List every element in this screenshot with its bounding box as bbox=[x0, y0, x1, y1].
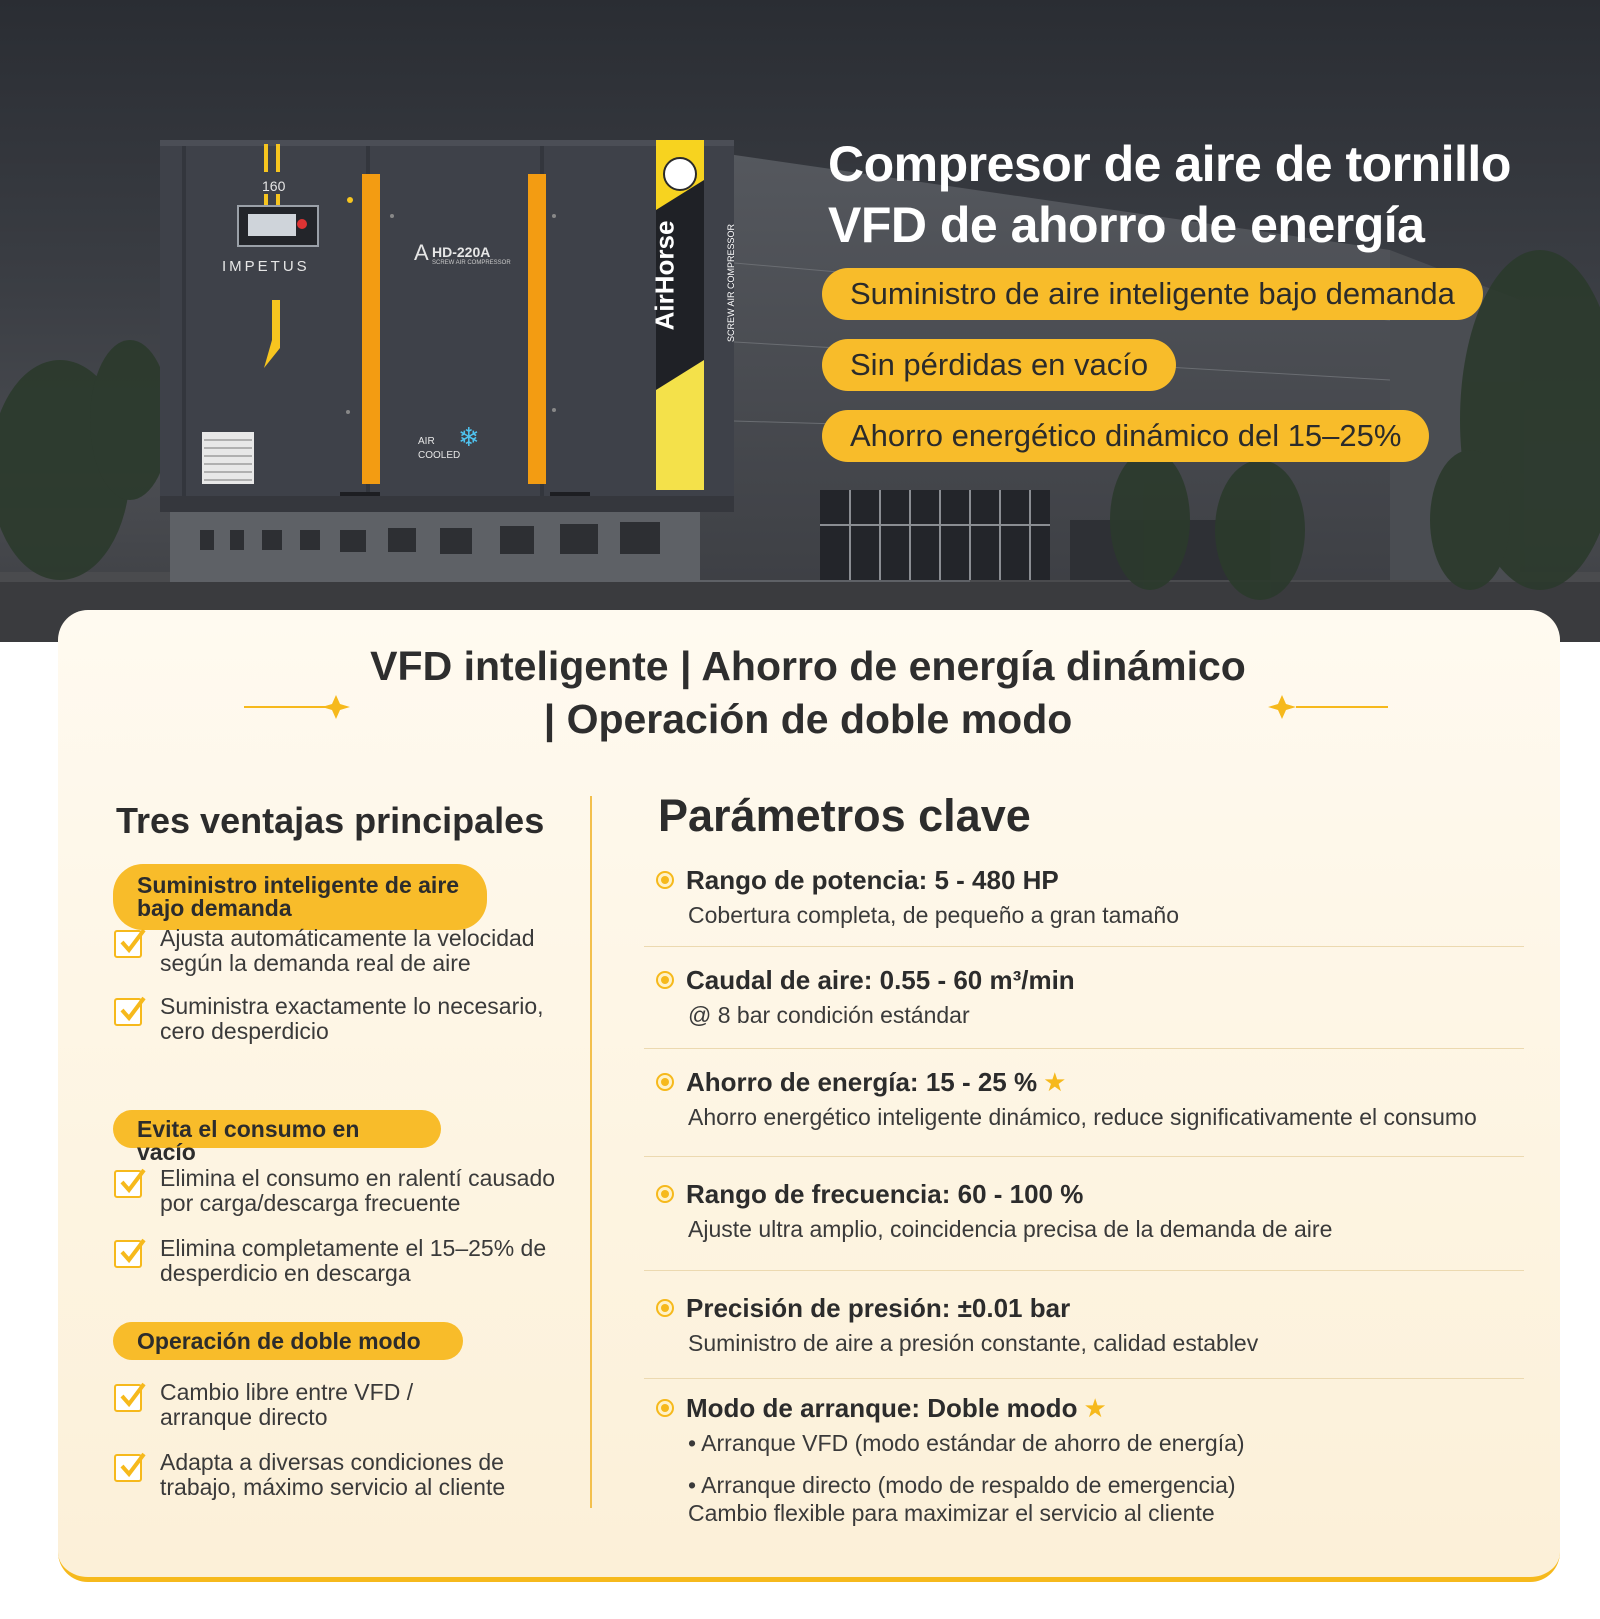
param-energy-saving bbox=[656, 1066, 1526, 1136]
checkbox-icon bbox=[114, 930, 142, 958]
machine-model-prefix: A bbox=[414, 240, 429, 265]
advantage-item bbox=[114, 1450, 574, 1506]
param-air-flow bbox=[656, 964, 1526, 1034]
param-desc: Cobertura completa, de pequeño a gran tamaño bbox=[688, 902, 1179, 928]
hero-pill-no-idle-loss: Sin pérdidas en vacío bbox=[822, 339, 1176, 391]
param-title-text: Ahorro de energía: 15 - 25 % bbox=[686, 1067, 1038, 1097]
advantages-title: Tres ventajas principales bbox=[116, 800, 545, 841]
bullet-icon bbox=[656, 1185, 674, 1203]
hero-pill-energy-saving: Ahorro energético dinámico del 15–25% bbox=[822, 410, 1429, 462]
machine-model-subtitle: SCREW AIR COMPRESSOR bbox=[432, 260, 511, 266]
param-title bbox=[686, 1066, 1066, 1098]
advantage-item-text: Cambio libre entre VFD / arranque directo bbox=[160, 1379, 414, 1430]
snowflake-icon: ❄ bbox=[458, 422, 480, 452]
checkbox-icon bbox=[114, 1240, 142, 1268]
param-divider bbox=[644, 1156, 1524, 1157]
bullet-icon bbox=[656, 1399, 674, 1417]
advantage-item bbox=[114, 1236, 574, 1292]
param-power-range bbox=[656, 864, 1526, 934]
param-desc-line2: • Arranque directo (modo de respaldo de emergencia) bbox=[688, 1472, 1236, 1498]
hero-title-line1: Compresor de aire de tornillo bbox=[828, 136, 1511, 192]
advantage-tag-no-idle: Evita el consumo en vacío bbox=[113, 1110, 441, 1148]
advantage-item-text: Elimina el consumo en ralentí causado por carga/descarga frecuente bbox=[160, 1165, 556, 1216]
hero-banner bbox=[0, 0, 1600, 642]
advantage-item bbox=[114, 1380, 574, 1436]
param-desc: Suministro de aire a presión constante, calidad establev bbox=[688, 1330, 1259, 1356]
info-card bbox=[58, 610, 1560, 1582]
advantage-item-text: Ajusta automáticamente la velocidad según la demanda real de aire bbox=[160, 925, 535, 976]
column-divider bbox=[590, 796, 592, 1508]
param-desc-line1: • Arranque VFD (modo estándar de ahorro de energía) bbox=[688, 1430, 1245, 1456]
param-pressure-precision bbox=[656, 1292, 1526, 1362]
param-divider bbox=[644, 946, 1524, 947]
machine-brand-impetus: IMPETUS bbox=[222, 258, 310, 275]
checkbox-icon bbox=[114, 1384, 142, 1412]
checkbox-icon bbox=[114, 1170, 142, 1198]
checkbox-icon bbox=[114, 998, 142, 1026]
hero-title-line2: VFD de ahorro de energía bbox=[828, 197, 1425, 253]
param-title: Precisión de presión: ±0.01 bar bbox=[686, 1293, 1071, 1323]
headline-line2: | Operación de doble modo bbox=[543, 696, 1073, 742]
param-desc: @ 8 bar condición estándar bbox=[688, 1002, 970, 1028]
param-divider bbox=[644, 1270, 1524, 1271]
bullet-icon bbox=[656, 1073, 674, 1091]
advantage-item bbox=[114, 994, 574, 1050]
machine-side-subtitle: SCREW AIR COMPRESSOR bbox=[726, 223, 736, 342]
star-icon: ★ bbox=[1043, 1067, 1067, 1097]
machine-cooling-line1: AIR bbox=[418, 436, 435, 447]
params-title: Parámetros clave bbox=[658, 790, 1031, 841]
advantage-item-text: Elimina completamente el 15–25% de desperdicio en descarga bbox=[160, 1235, 547, 1286]
headline-line1: VFD inteligente | Ahorro de energía dinámico bbox=[370, 643, 1246, 689]
bullet-icon bbox=[656, 971, 674, 989]
advantage-item-text: Adapta a diversas condiciones de trabajo, máximo servicio al cliente bbox=[160, 1449, 506, 1500]
param-frequency-range bbox=[656, 1178, 1526, 1248]
param-start-mode bbox=[656, 1392, 1526, 1542]
machine-model: HD-220A bbox=[432, 244, 491, 260]
machine-side-brand: AirHorse bbox=[649, 220, 680, 331]
param-divider bbox=[644, 1378, 1524, 1379]
param-desc-line3: Cambio flexible para maximizar el servicio al cliente bbox=[688, 1500, 1215, 1526]
param-divider bbox=[644, 1048, 1524, 1049]
star-icon: ★ bbox=[1083, 1393, 1107, 1423]
param-desc: Ahorro energético inteligente dinámico, reduce significativamente el consumo bbox=[688, 1104, 1477, 1130]
machine-cooling-line2: COOLED bbox=[418, 450, 461, 461]
advantage-tag-dual-mode: Operación de doble modo bbox=[113, 1322, 463, 1360]
param-title-text: Modo de arranque: Doble modo bbox=[686, 1393, 1078, 1423]
advantage-tag-on-demand: Suministro inteligente de aire bajo demanda bbox=[113, 864, 487, 930]
param-desc: Ajuste ultra amplio, coincidencia precisa de la demanda de aire bbox=[688, 1216, 1333, 1242]
machine-number: 160 bbox=[262, 178, 286, 194]
bullet-icon bbox=[656, 1299, 674, 1317]
bullet-icon bbox=[656, 871, 674, 889]
param-title: Rango de frecuencia: 60 - 100 % bbox=[686, 1179, 1084, 1209]
hero-pill-on-demand: Suministro de aire inteligente bajo demanda bbox=[822, 268, 1483, 320]
param-title bbox=[686, 1392, 1107, 1424]
checkbox-icon bbox=[114, 1454, 142, 1482]
hero-title bbox=[828, 134, 1588, 256]
section-headline bbox=[258, 640, 1358, 746]
advantage-item-text: Suministra exactamente lo necesario, cero desperdicio bbox=[160, 993, 544, 1044]
advantage-item bbox=[114, 1166, 574, 1222]
param-title: Rango de potencia: 5 - 480 HP bbox=[686, 865, 1059, 895]
advantage-item bbox=[114, 926, 574, 982]
param-title: Caudal de aire: 0.55 - 60 m³/min bbox=[686, 965, 1075, 995]
